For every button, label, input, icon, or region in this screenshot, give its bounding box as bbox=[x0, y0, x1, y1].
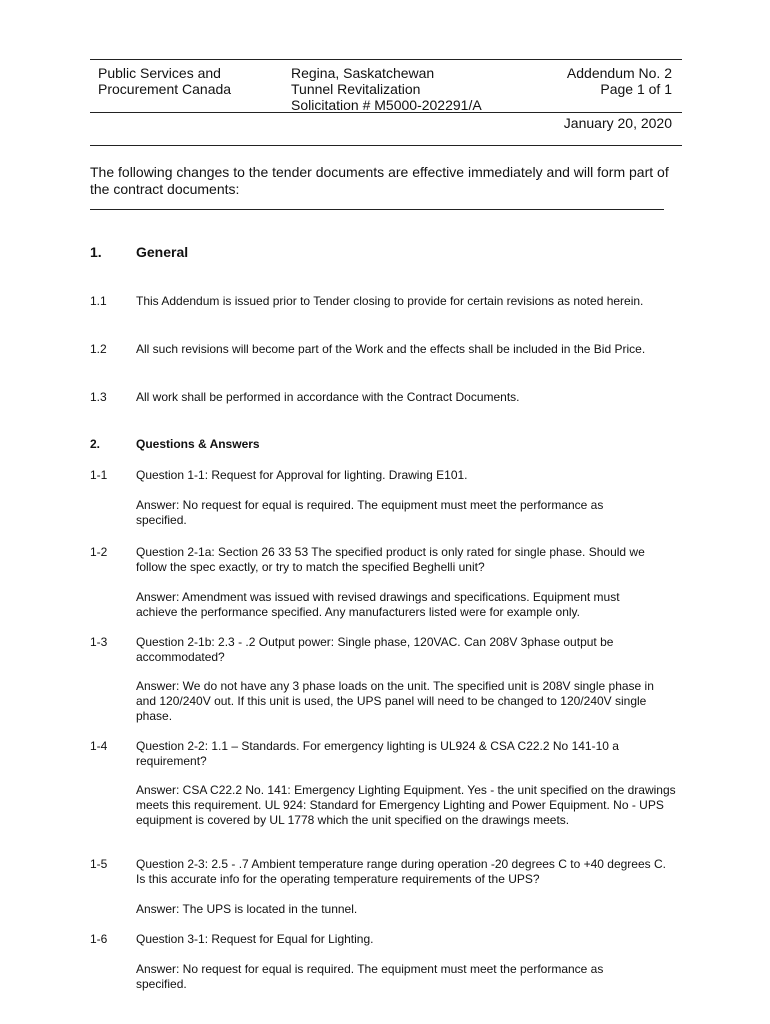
header-bottom-rule bbox=[90, 145, 682, 146]
question-number: 1-6 bbox=[90, 932, 108, 946]
answer-text: Answer: The UPS is located in the tunnel. bbox=[136, 902, 358, 916]
header-middle-rule bbox=[90, 112, 682, 113]
organization-line-1: Public Services and bbox=[98, 65, 221, 81]
question-text: Question 3-1: Request for Equal for Lighting. bbox=[136, 932, 374, 946]
section-number: 1. bbox=[90, 244, 102, 260]
clause-text: All work shall be performed in accordance with the Contract Documents. bbox=[136, 390, 520, 404]
question-text: Question 2-2: 1.1 – Standards. For emergency lighting is UL924 & CSA C22.2 No 141-10 a requirement? bbox=[136, 739, 619, 768]
answer-text: Answer: No request for equal is required. The equipment must meet the performance as specified. bbox=[136, 498, 604, 527]
organization-name bbox=[98, 65, 278, 97]
intro-underline bbox=[90, 209, 664, 210]
document-date: January 20, 2020 bbox=[563, 115, 672, 131]
question-number: 1-5 bbox=[90, 857, 108, 871]
intro-paragraph: The following changes to the tender documents are effective immediately and will form part of the contract documents: bbox=[90, 164, 669, 197]
answer-text: Answer: No request for equal is required. The equipment must meet the performance as specified. bbox=[136, 962, 604, 991]
clause-text: This Addendum is issued prior to Tender closing to provide for certain revisions as noted herein. bbox=[136, 294, 644, 308]
organization-line-2: Procurement Canada bbox=[98, 81, 232, 97]
header-top-rule bbox=[90, 59, 682, 60]
clause-number: 1.2 bbox=[90, 342, 107, 356]
question-number: 1-1 bbox=[90, 468, 108, 482]
project-name: Tunnel Revitalization bbox=[291, 81, 421, 97]
addendum-info bbox=[520, 65, 672, 97]
clause-text: All such revisions will become part of the Work and the effects shall be included in the Bid Price. bbox=[136, 342, 646, 356]
question-number: 1-2 bbox=[90, 545, 108, 559]
question-text: Question 2-3: 2.5 - .7 Ambient temperature range during operation -20 degrees C to +40 degrees C. Is this accurate info for the operating temperature requirements of the UPS? bbox=[136, 857, 666, 886]
section-title: Questions & Answers bbox=[136, 437, 260, 451]
section-title: General bbox=[136, 244, 189, 260]
question-text: Question 1-1: Request for Approval for lighting. Drawing E101. bbox=[136, 468, 468, 482]
answer-text: Answer: CSA C22.2 No. 141: Emergency Lighting Equipment. Yes - the unit specified on the drawings meets this requirement. UL 924: Standard for Emergency Lighting and Power Equipment. No - UPS equipment is covered by UL 1778 which the unit specified on the drawings meets. bbox=[136, 783, 676, 827]
question-number: 1-4 bbox=[90, 739, 108, 753]
project-location: Regina, Saskatchewan bbox=[291, 65, 435, 81]
clause-number: 1.1 bbox=[90, 294, 107, 308]
page-number: Page 1 of 1 bbox=[600, 81, 672, 97]
solicitation-number: Solicitation # M5000-202291/A bbox=[291, 97, 482, 113]
question-text: Question 2-1a: Section 26 33 53 The specified product is only rated for single phase. Should we follow the spec exactly, or try to match the specified Beghelli unit? bbox=[136, 545, 645, 574]
answer-text: Answer: We do not have any 3 phase loads on the unit. The specified unit is 208V single phase in and 120/240V out. If this unit is used, the UPS panel will need to be changed to 120/240V single phase. bbox=[136, 679, 654, 723]
question-number: 1-3 bbox=[90, 635, 108, 649]
section-number: 2. bbox=[90, 437, 101, 451]
clause-number: 1.3 bbox=[90, 390, 107, 404]
answer-text: Answer: Amendment was issued with revised drawings and specifications. Equipment must achieve the performance specified. Any manufacturers listed were for example only. bbox=[136, 590, 620, 619]
addendum-number: Addendum No. 2 bbox=[566, 65, 672, 81]
question-text: Question 2-1b: 2.3 - .2 Output power: Single phase, 120VAC. Can 208V 3phase output be accommodated? bbox=[136, 635, 614, 664]
project-info bbox=[291, 65, 531, 113]
